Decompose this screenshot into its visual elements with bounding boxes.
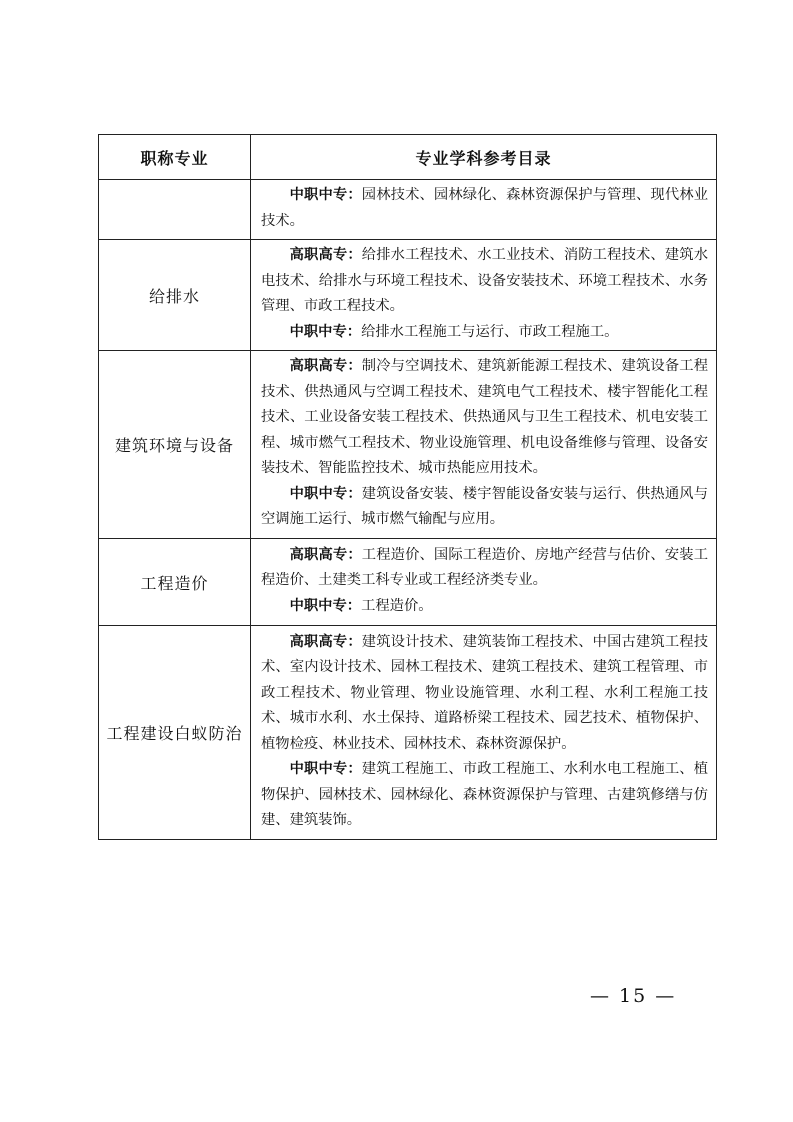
catalog-entry xyxy=(261,482,708,533)
entry-text: 建筑设计技术、建筑装饰工程技术、中国古建筑工程技术、室内设计技术、园林工程技术、建筑工程技术、建筑工程管理、市政工程技术、物业管理、物业设施管理、水利工程、水利工程施工技术、城市水利、水土保持、道路桥梁工程技术、园艺技术、植物保护、植物检疫、林业技术、园林技术、森林资源保护。 xyxy=(261,633,709,752)
entry-text: 建筑工程施工、市政工程施工、水利水电工程施工、植物保护、园林技术、园林绿化、森林资源保护与管理、古建筑修缮与仿建、建筑装饰。 xyxy=(261,761,709,828)
table-row xyxy=(99,626,717,840)
catalog-entry xyxy=(261,320,708,346)
catalog-cell xyxy=(251,240,717,351)
entry-text: 给排水工程技术、水工业技术、消防工程技术、建筑水电技术、给排水与环境工程技术、设备安装技术、环境工程技术、水务管理、市政工程技术。 xyxy=(261,247,709,314)
table-row xyxy=(99,180,717,240)
catalog-cell xyxy=(251,539,717,626)
level-tag: 中职中专： xyxy=(289,485,362,502)
level-tag: 中职中专： xyxy=(289,187,362,203)
catalog-entry xyxy=(261,354,708,482)
header-major: 职称专业 xyxy=(99,135,251,180)
level-tag: 高职高专： xyxy=(289,358,362,375)
catalog-cell xyxy=(251,180,717,240)
catalog-entry xyxy=(261,757,708,834)
level-tag: 中职中专： xyxy=(289,597,362,614)
catalog-entry xyxy=(261,183,708,234)
level-tag: 高职高专： xyxy=(289,546,362,563)
level-tag: 高职高专： xyxy=(289,247,362,263)
catalog-entry xyxy=(261,543,708,594)
catalog-cell xyxy=(251,626,717,840)
major-name: 工程造价 xyxy=(99,539,251,626)
entry-text: 给排水工程施工与运行、市政工程施工。 xyxy=(361,323,619,340)
major-catalog-table xyxy=(98,134,717,840)
level-tag: 中职中专： xyxy=(289,323,362,340)
header-catalog: 专业学科参考目录 xyxy=(251,135,717,180)
major-name: 建筑环境与设备 xyxy=(99,351,251,539)
level-tag: 中职中专： xyxy=(289,761,362,777)
catalog-cell xyxy=(251,351,717,539)
major-name: 工程建设白蚁防治 xyxy=(99,626,251,840)
level-tag: 高职高专： xyxy=(289,633,362,650)
table-row xyxy=(99,240,717,351)
entry-text: 工程造价。 xyxy=(361,597,433,614)
table-row xyxy=(99,351,717,539)
catalog-entry xyxy=(261,630,708,758)
table-header-row xyxy=(99,135,717,180)
entry-text: 园林技术、园林绿化、森林资源保护与管理、现代林业技术。 xyxy=(261,187,709,229)
major-name xyxy=(99,180,251,240)
catalog-entry xyxy=(261,594,708,620)
entry-text: 工程造价、国际工程造价、房地产经营与估价、安装工程造价、土建类工科专业或工程经济类专业。 xyxy=(261,546,709,589)
catalog-entry xyxy=(261,243,708,320)
page-number: — 15 — xyxy=(590,985,677,1007)
table-row xyxy=(99,539,717,626)
entry-text: 建筑设备安装、楼宇智能设备安装与运行、供热通风与空调施工运行、城市燃气输配与应用。 xyxy=(261,485,709,528)
entry-text: 制冷与空调技术、建筑新能源工程技术、建筑设备工程技术、供热通风与空调工程技术、建筑电气工程技术、楼宇智能化工程技术、工业设备安装工程技术、供热通风与卫生工程技术、机电安装工程、城市燃气工程技术、物业设施管理、机电设备维修与管理、设备安装技术、智能监控技术、城市热能应用技术。 xyxy=(261,358,709,477)
major-name: 给排水 xyxy=(99,240,251,351)
